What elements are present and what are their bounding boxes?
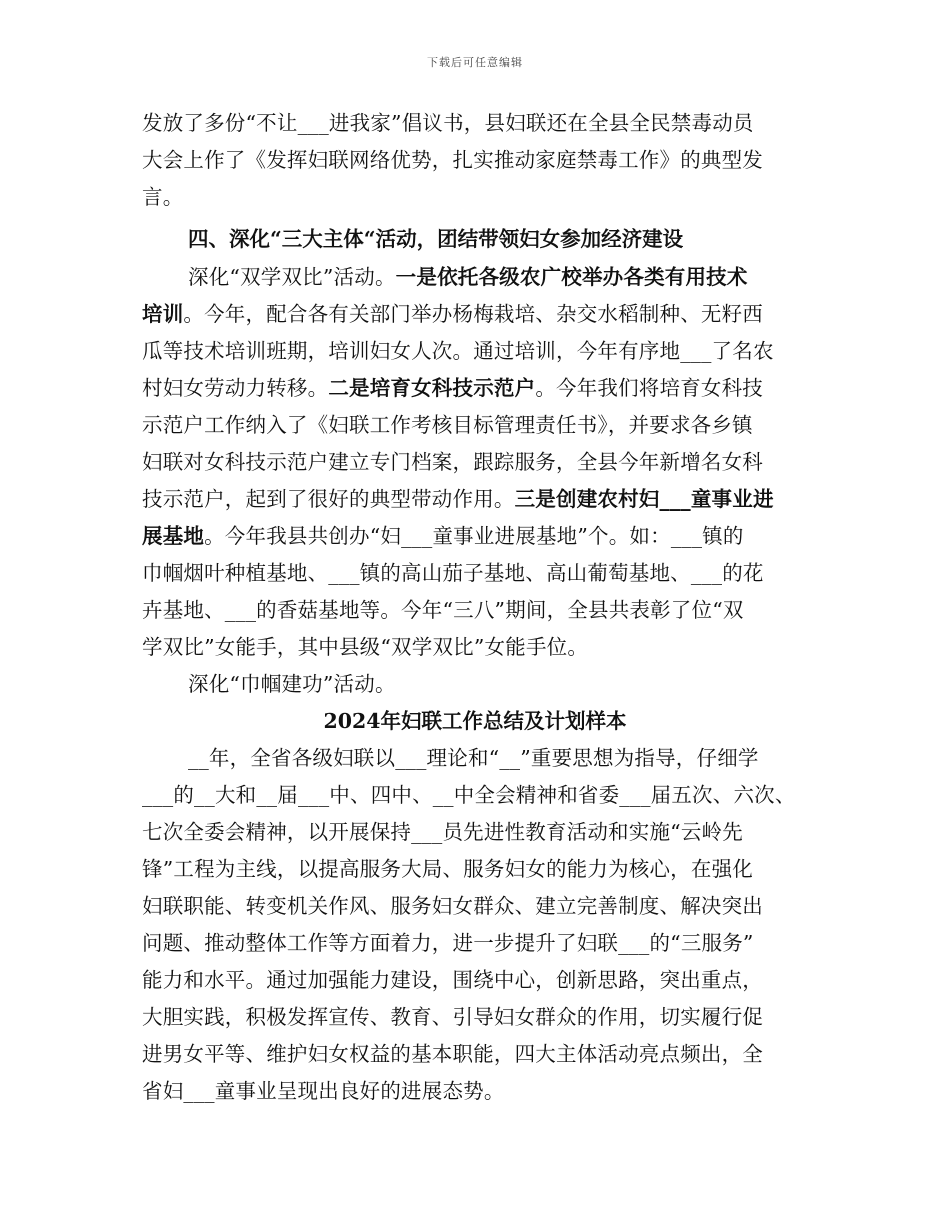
paragraph-line [188, 262, 748, 292]
bold-text-span: 三是创建农村妇___童事业进 [514, 487, 774, 511]
bold-text-span: 展基地 [142, 524, 205, 548]
paragraph-line: 问题、推动整体工作等方面着力，进一步提升了妇联___的“三服务” [142, 931, 754, 955]
paragraph-line: 省妇___童事业呈现出良好的进展态势。 [142, 1079, 505, 1103]
paragraph-line: 大胆实践，积极发挥宣传、教育、引导妇女群众的作用，切实履行促 [142, 1005, 763, 1029]
text-span: 。今年，配合各有关部门举办杨梅栽培、杂交水稻制种、无籽西 [183, 302, 764, 326]
paragraph-line: 巾帼烟叶种植基地、___镇的高山茄子基地、高山葡萄基地、___的花 [142, 561, 764, 585]
paragraph-line: 七次全委会精神，以开展保持___员先进性教育活动和实施“云岭先 [142, 820, 743, 844]
paragraph-line: 锋”工程为主线，以提高服务大局、服务妇女的能力为核心，在强化 [142, 857, 753, 881]
paragraph-line: 能力和水平。通过加强能力建设，围绕中心，创新思路，突出重点， [142, 968, 763, 992]
page-header: 下载后可任意编辑 [427, 56, 523, 69]
paragraph-line: 进男女平等、维护妇女权益的基本职能，四大主体活动亮点频出，全 [142, 1042, 763, 1066]
text-span: 。今年我县共创办“妇___童事业进展基地”个。如：___镇的 [204, 524, 744, 548]
paragraph-line: 妇联职能、转变机关作风、服务妇女群众、建立完善制度、解决突出 [142, 894, 763, 918]
paragraph-line: 学双比”女能手，其中县级“双学双比”女能手位。 [142, 635, 589, 659]
paragraph-line: 示范户工作纳入了《妇联工作考核目标管理责任书》，并要求各乡镇 [142, 413, 753, 437]
text-span: 村妇女劳动力转移。 [142, 376, 329, 400]
paragraph-line [142, 484, 774, 514]
paragraph-line: 卉基地、___的香菇基地等。今年“三八”期间，全县共表彰了位“双 [142, 598, 744, 622]
paragraph-line: ___的__大和__届___中、四中、__中全会精神和省委___届五次、六次、 [142, 783, 796, 807]
bold-text-span: 一是依托各级农广校举办各类有用技术 [395, 265, 748, 289]
paragraph-line: 大会上作了《发挥妇联网络优势，扎实推动家庭禁毒工作》的典型发 [142, 148, 763, 172]
section-heading: 四、深化“三大主体“活动，团结带领妇女参加经济建设 [188, 227, 684, 251]
paragraph-line: __年，全省各级妇联以___理论和“__”重要思想为指导，仔细学 [188, 746, 759, 770]
paragraph-line [142, 373, 763, 403]
paragraph-line: 妇联对女科技示范户建立专门档案，跟踪服务，全县今年新增名女科 [142, 450, 763, 474]
bold-text-span: 二是培育女科技示范户 [328, 376, 536, 400]
text-span: 。今年我们将培育女科技 [535, 376, 764, 400]
paragraph-line: 深化“巾帼建功”活动。 [188, 672, 396, 696]
text-span: 深化“双学双比”活动。 [188, 265, 396, 289]
paragraph-line: 言。 [142, 185, 184, 209]
paragraph-line: 发放了多份“不让___进我家”倡议书，县妇联还在全县全民禁毒动员 [142, 111, 754, 135]
paragraph-line [142, 299, 763, 329]
document-title: 2024年妇联工作总结及计划样本 [323, 709, 627, 733]
paragraph-line [142, 521, 744, 551]
paragraph-line: 瓜等技术培训班期，培训妇女人次。通过培训，今年有序地___了名农 [142, 339, 774, 363]
bold-text-span: 培训 [142, 302, 184, 326]
text-span: 技示范户，起到了很好的典型带动作用。 [142, 487, 515, 511]
